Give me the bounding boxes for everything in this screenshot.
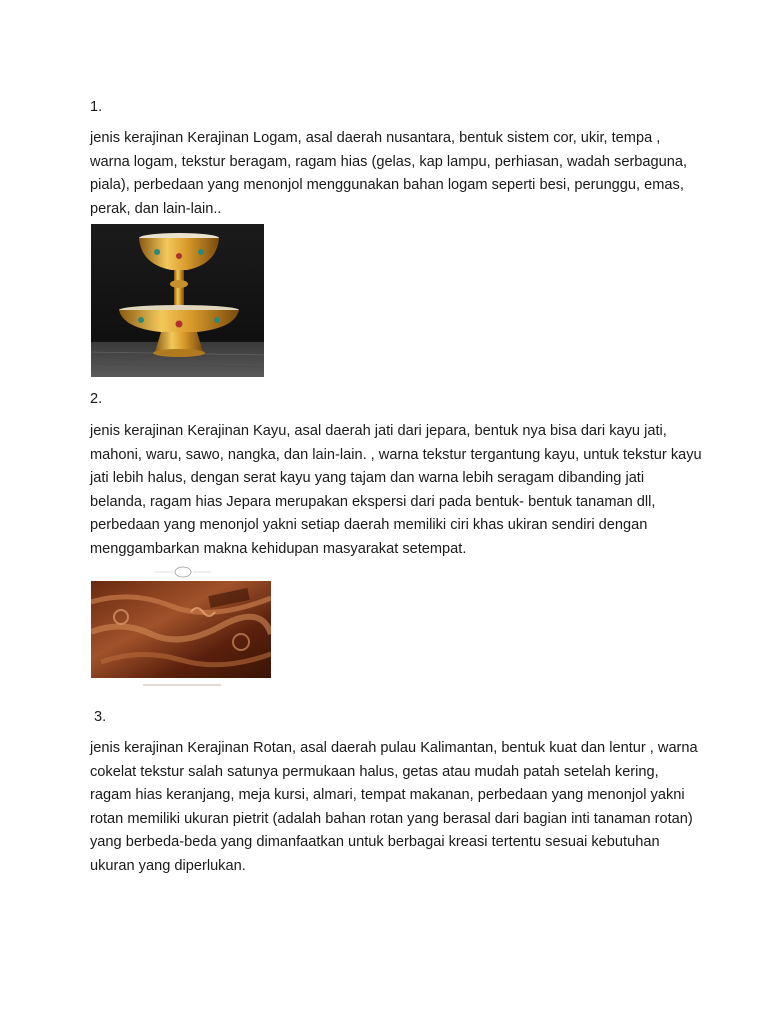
item-1-number: 1. [90,99,103,115]
item-2-paragraph: jenis kerajinan Kerajinan Kayu, asal daerah jati dari jepara, bentuk nya bisa dari kayu jati, mahoni, waru, sawo, nangka, dan lain-lain. , warna tekstur tergantung kayu, untuk tekstur kayu jati lebih halus, dengan serat kayu yang tajam dan warna lebih seragam dibanding jati belanda, ragam hias Jepara merupakan ekspersi dari pada bentuk- bentuk tanaman dll, perbedaan yang menonjol yakni setiap daerah memiliki ciri khas ukiran sendiri dengan menggambarkan makna kehidupan masyarakat setempat. [90,423,702,557]
item-3-number: 3. [94,709,107,725]
item-1-paragraph: jenis kerajinan Kerajinan Logam, asal daerah nusantara, bentuk sistem cor, ukir, tempa , warna logam, tekstur beragam, ragam hias (gelas, kap lampu, perhiasan, wadah serbaguna, piala), perbedaan yang menonjol menggunakan bahan logam seperti besi, perunggu, emas, perak, dan lain-lain.. [90,130,688,217]
item-2-number: 2. [90,391,103,407]
golden-goblet-photo [91,224,264,377]
wood-carving-photo [91,562,271,690]
item-3-paragraph: jenis kerajinan Kerajinan Rotan, asal daerah pulau Kalimantan, bentuk kuat dan lentur , warna cokelat tekstur salah satunya permukaan halus, getas atau mudah patah setelah kering, ragam hias keranjang, meja kursi, almari, tempat makanan, perbedaan yang menonjol yakni rotan memiliki ukuran pietrit (adalah bahan rotan yang berasal dari bagian inti tanaman rotan) yang berbeda-beda yang dimanfaatkan untuk berbagai kreasi tertentu sesuai kebutuhan ukuran yang diperlukan. [90,740,698,874]
